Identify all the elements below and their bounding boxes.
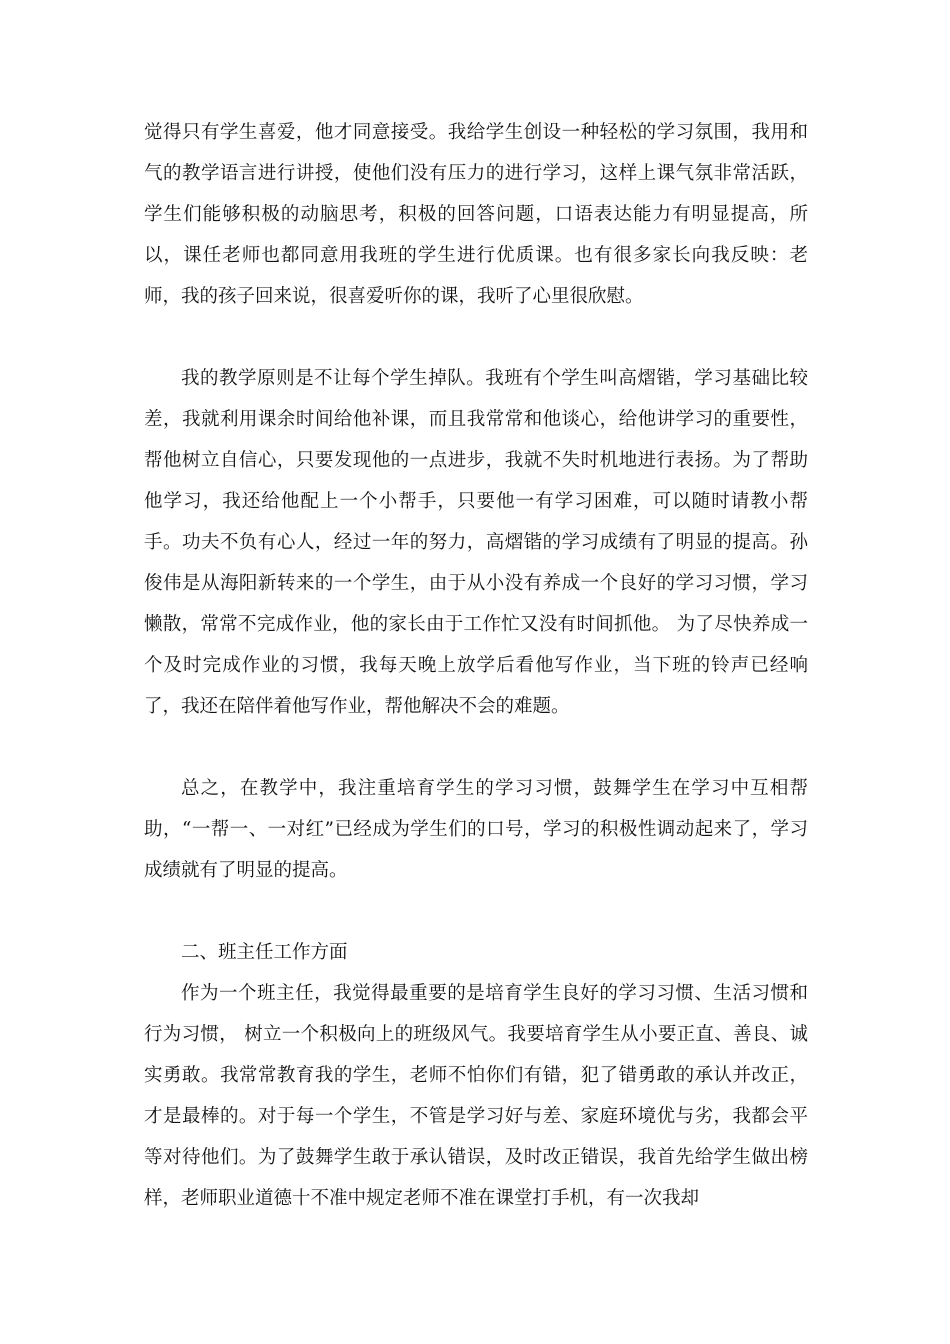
paragraph-gap <box>144 727 808 768</box>
section-heading: 二、班主任工作方面 <box>181 942 348 963</box>
paragraph-gap <box>144 317 808 358</box>
paragraph-gap <box>144 891 808 932</box>
paragraph-class-teacher: 作为一个班主任，我觉得最重要的是培育学生良好的学习习惯、生活习惯和行为习惯， 树立一个积极向上的班级风气。我要培育学生从小要正直、善良、诚实勇敢。我常常教育我的学生，老师不怕你们有错，犯了错勇敢的承认并改正，才是最棒的。对于每一个学生，不管是学习好与差、家庭环境优与劣，我都会平等对待他们。为了鼓舞学生敢于承认错误，及时改正错误，我首先给学生做出榜样，老师职业道德十不准中规定老师不准在课堂打手机，有一次我却 <box>144 983 808 1209</box>
paragraph-summary: 总之，在教学中，我注重培育学生的学习习惯，鼓舞学生在学习中互相帮助，“一帮一、一对红”已经成为学生们的口号，学习的积极性调动起来了，学习成绩就有了明显的提高。 <box>144 778 808 881</box>
document-body <box>144 112 808 1219</box>
paragraph-teaching-principle: 我的教学原则是不让每个学生掉队。我班有个学生叫高熠锴，学习基础比较差，我就利用课余时间给他补课，而且我常常和他谈心，给他讲学习的重要性，帮他树立自信心，只要发现他的一点进步，我就不失时机地进行表扬。为了帮助他学习，我还给他配上一个小帮手，只要他一有学习困难，可以随时请教小帮手。功夫不负有心人，经过一年的努力，高熠锴的学习成绩有了明显的提高。孙俊伟是从海阳新转来的一个学生，由于从小没有养成一个良好的学习习惯，学习懒散，常常不完成作业，他的家长由于工作忙又没有时间抓他。 为了尽快养成一个及时完成作业的习惯，我每天晚上放学后看他写作业，当下班的铃声已经响了，我还在陪伴着他写作业，帮他解决不会的难题。 <box>144 368 808 717</box>
paragraph-continuation: 觉得只有学生喜爱，他才同意接受。我给学生创设一种轻松的学习氛围，我用和气的教学语言进行讲授，使他们没有压力的进行学习，这样上课气氛非常活跃，学生们能够积极的动脑思考，积极的回答问题，口语表达能力有明显提高，所以，课任老师也都同意用我班的学生进行优质课。也有很多家长向我反映：老师，我的孩子回来说，很喜爱听你的课，我听了心里很欣慰。 <box>144 122 808 307</box>
